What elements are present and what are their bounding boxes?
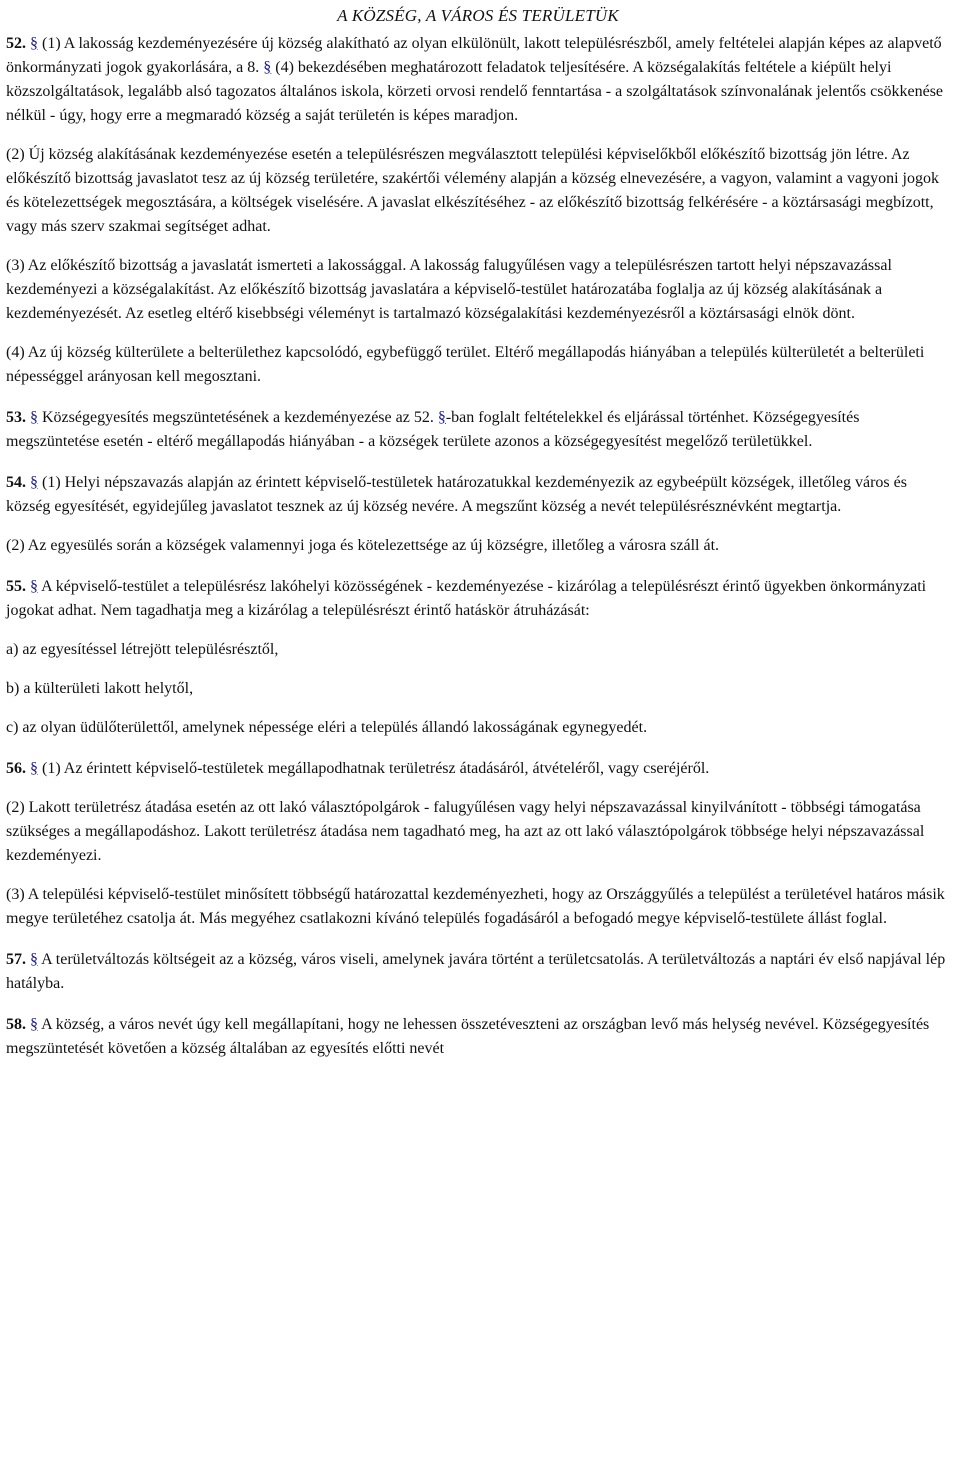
section-54-para-1 — [6, 471, 950, 519]
section-56-para-2: (2) Lakott területrész átadása esetén az ott lakó választópolgárok - falugyűlésen vagy helyi népszavazással kinyilvánított - többségi támogatása szükséges a megállapodáshoz. Lakott területrész átadása nem tagadható meg, ha azt az ott lakó választópolgárok többsége helyi népszavazással kezdeményezi. — [6, 799, 925, 864]
section-56-para-1 — [6, 757, 950, 781]
paragraph-text: (1) Az érintett képviselő-testületek megállapodhatnak területrész átadásáról, átvételéről, vagy cseréjéről. — [42, 760, 710, 777]
section-number: 55. — [6, 578, 26, 595]
document-page — [0, 6, 960, 1061]
section-56-para-3: (3) A települési képviselő-testület minősített többségű határozattal kezdeményezheti, hogy az Országgyűlés a települést a területével határos másik megye területéhez csatolja át. Más megyéhez csatlakozni kívánó település fogadásáról a befogadó megye képviselő-testülete állást foglal. — [6, 886, 945, 927]
section-number: 57. — [6, 951, 26, 968]
section-52-para-2: (2) Új község alakításának kezdeményezése esetén a településrészen megválasztott települési képviselőkből előkészítő bizottság jön létre. Az előkészítő bizottság javaslatot tesz az új község területére, szakértői vélemény alapján a község elnevezésére, a vagyon, valamint a vagyoni jogok és kötelezettségek megosztására, a költségek viselésére. A javaslat elkészítéséhez - az előkészítő bizottság felkérésére - a köztársasági megbízott, vagy más szerv szakmai segítséget adhat. — [6, 146, 939, 235]
section-link[interactable]: § — [30, 578, 38, 595]
section-link[interactable]: § — [30, 35, 38, 52]
section-52-para-3: (3) Az előkészítő bizottság a javaslatát ismerteti a lakossággal. A lakosság falugyűlésen vagy a településrészen tartott helyi népszavazással kezdeményezi a községalakítást. Az előkészítő bizottság javaslatára a képviselő-testület határozatába foglalja az új község alakításának a kezdeményezését. Az esetleg eltérő kisebbségi véleményt is tartalmazó községalakítási kezdeményezésről a köztársasági elnök dönt. — [6, 257, 892, 322]
section-link[interactable]: § — [30, 760, 38, 777]
section-52-para-1 — [6, 32, 950, 128]
section-number: 56. — [6, 760, 26, 777]
list-item-b: b) a külterületi lakott helytől, — [6, 680, 194, 697]
section-55-para-1 — [6, 575, 950, 623]
section-link[interactable]: § — [30, 1016, 38, 1033]
section-number: 58. — [6, 1016, 26, 1033]
section-57-para-1 — [6, 948, 950, 996]
section-58-para-1 — [6, 1013, 950, 1061]
paragraph-text: (1) A lakosság kezdeményezésére új község alakítható az olyan elkülönült, lakott településrészből, amely feltételei alapján képes az alapvető önkormányzati jogok gyakorlására, a 8. — [6, 35, 942, 76]
section-link[interactable]: § — [437, 409, 446, 426]
paragraph-text: A képviselő-testület a településrész lakóhelyi közösségének - kezdeményezése - kizárólag a településrészt érintő ügyekben önkormányzati jogokat adhat. Nem tagadhatja meg a kizárólag a településrészt érintő hatáskör átruházását: — [6, 578, 927, 619]
section-number: 54. — [6, 474, 26, 491]
list-item-c: c) az olyan üdülőterülettől, amelynek népessége eléri a település állandó lakosságának egynegyedét. — [6, 719, 648, 736]
running-header: A KÖZSÉG, A VÁROS ÉS TERÜLETÜK — [337, 6, 619, 25]
section-number: 53. — [6, 409, 26, 426]
section-link[interactable]: § — [263, 59, 272, 76]
paragraph-text: Községegyesítés megszüntetésének a kezdeményezése az 52. — [42, 409, 434, 426]
paragraph-text: A területváltozás költségeit az a község, város viseli, amelynek javára történt a területcsatolás. A területváltozás a naptári év első napjával lép hatályba. — [6, 951, 946, 992]
list-item-a: a) az egyesítéssel létrejött településrésztől, — [6, 641, 279, 658]
paragraph-text: (4) bekezdésében meghatározott feladatok teljesítésére. A községalakítás feltétele a kiépült helyi közszolgáltatások, legalább alsó tagozatos általános iskola, körzeti orvosi rendelő fenntartása - a szolgáltatások színvonalának jelentős csökkenése nélkül - úgy, hogy erre a megmaradó község a saját területén is képes maradjon. — [6, 59, 944, 124]
paragraph-text: -ban foglalt feltételekkel és eljárással történhet. Községegyesítés megszüntetése esetén - eltérő megállapodás hiányában - a községek területe azonos a községegyesítést megelőző területükkel. — [6, 409, 860, 450]
paragraph-text: (1) Helyi népszavazás alapján az érintett képviselő-testületek határozatukkal kezdeményezik az egybeépült községek, illetőleg város és község egyesítését, egyidejűleg javaslatot tesznek az új község nevére. A megszűnt község a nevét településrésznévként megtartja. — [6, 474, 907, 515]
section-link[interactable]: § — [30, 474, 38, 491]
section-52-para-4: (4) Az új község külterülete a belterülethez kapcsolódó, egybefüggő terület. Eltérő megállapodás hiányában a település külterületét a belterületi népességgel arányosan kell megosztani. — [6, 344, 925, 385]
section-link[interactable]: § — [30, 951, 38, 968]
section-number: 52. — [6, 35, 26, 52]
section-54-para-2: (2) Az egyesülés során a községek valamennyi joga és kötelezettsége az új községre, illetőleg a városra száll át. — [6, 537, 720, 554]
section-link[interactable]: § — [30, 409, 38, 426]
paragraph-text: A község, a város nevét úgy kell megállapítani, hogy ne lehessen összetéveszteni az országban levő más helység nevével. Községegyesítés megszüntetését követően a község általában az egyesítés előtti nevét — [6, 1016, 930, 1057]
section-53-para-1 — [6, 406, 950, 454]
